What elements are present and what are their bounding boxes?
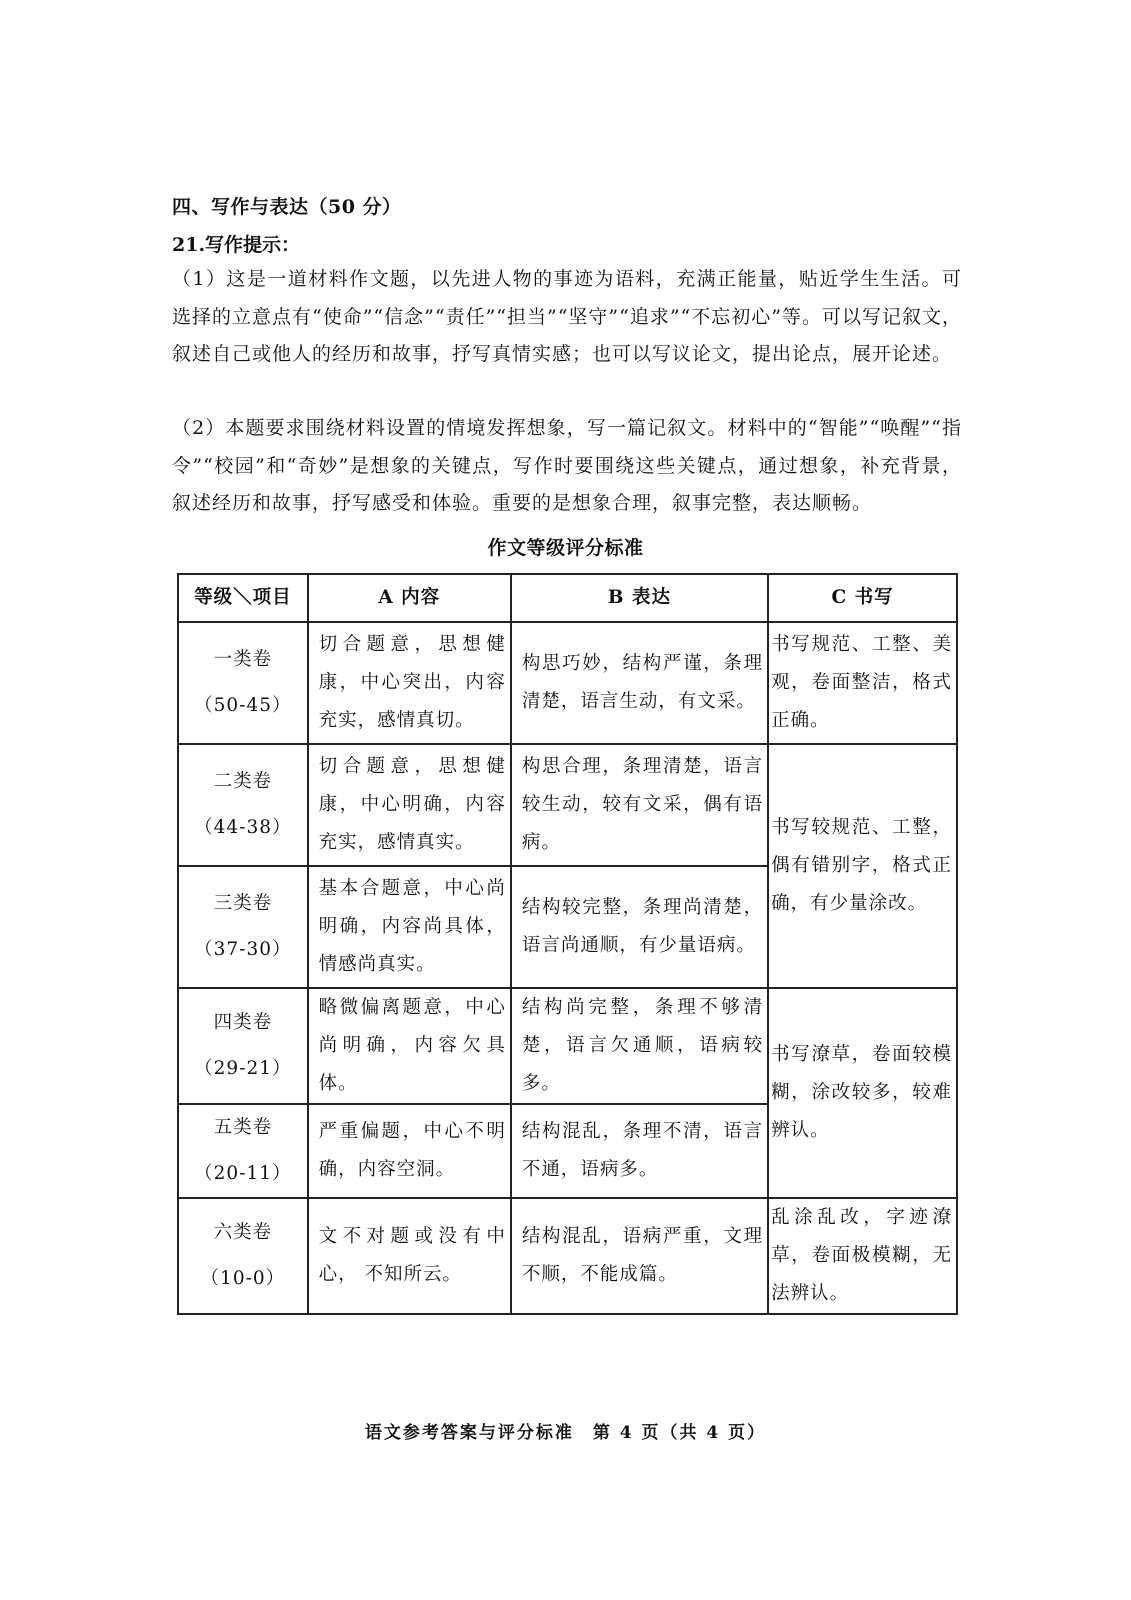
grade-name: 三类卷: [213, 893, 273, 914]
section-title: 四、写作与表达（50 分）: [172, 196, 402, 218]
expression-cell: 结构尚完整，条理不够清楚，语言欠通顺，语病较多。: [511, 988, 768, 1104]
grade-range: （20-11）: [194, 1163, 292, 1184]
expression-cell: 结构混乱，语病严重，文理不顺，不能成篇。: [511, 1198, 768, 1314]
content-cell: 基本合题意，中心尚明确，内容尚具体，情感尚真实。: [308, 866, 511, 988]
expression-cell: 结构较完整，条理尚清楚，语言尚通顺，有少量语病。: [511, 866, 768, 988]
content-cell: 略微偏离题意，中心尚明确，内容欠具体。: [308, 988, 511, 1104]
grade-range: （37-30）: [194, 939, 292, 960]
grade-cell: [178, 744, 308, 866]
grade-name: 四类卷: [213, 1012, 273, 1033]
table-title: 作文等级评分标准: [487, 537, 644, 559]
table-row: [178, 988, 957, 1104]
expression-cell: 构思巧妙，结构严谨，条理清楚，语言生动，有文采。: [511, 622, 768, 744]
grade-cell: [178, 988, 308, 1104]
writing-cell: 书写规范、工整、美观，卷面整洁，格式正确。: [768, 622, 957, 744]
grade-cell: [178, 1198, 308, 1314]
header-writing: C 书写: [768, 574, 957, 622]
question-title: 21.写作提示：: [172, 234, 301, 256]
writing-hint-paragraph-1: （1）这是一道材料作文题，以先进人物的事迹为语料，充满正能量，贴近学生生活。可选择的立意点有“使命”“信念”“责任”“担当”“坚守”“追求”“不忘初心”等。可以写记叙文，叙述自己或他人的经历和故事，抒写真情实感；也可以写议论文，提出论点，展开论述。: [172, 268, 962, 365]
content-cell: 严重偏题，中心不明确，内容空洞。: [308, 1104, 511, 1198]
grade-name: 六类卷: [213, 1222, 273, 1243]
writing-cell: 书写潦草，卷面较模糊，涂改较多，较难辨认。: [768, 988, 957, 1198]
header-grade-item: 等级＼项目: [178, 574, 308, 622]
grade-range: （10-0）: [200, 1268, 286, 1289]
table-header-row: [178, 574, 957, 622]
writing-cell: 书写较规范、工整，偶有错别字，格式正确，有少量涂改。: [768, 744, 957, 988]
header-expression: B 表达: [511, 574, 768, 622]
grade-range: （44-38）: [194, 817, 292, 838]
grade-cell: [178, 622, 308, 744]
grade-name: 二类卷: [213, 771, 273, 792]
header-content: A 内容: [308, 574, 511, 622]
grade-cell: [178, 1104, 308, 1198]
grade-range: （29-21）: [194, 1058, 292, 1079]
table-row: [178, 744, 957, 866]
page-footer: 语文参考答案与评分标准 第 4 页（共 4 页）: [364, 1423, 767, 1443]
expression-cell: 构思合理，条理清楚，语言较生动，较有文采，偶有语病。: [511, 744, 768, 866]
grade-name: 一类卷: [213, 649, 273, 670]
grade-name: 五类卷: [213, 1117, 273, 1138]
grading-rubric-table: [177, 573, 958, 1315]
grade-range: （50-45）: [194, 695, 292, 716]
content-cell: 切合题意，思想健康，中心突出，内容充实，感情真切。: [308, 622, 511, 744]
table-row: [178, 622, 957, 744]
grade-cell: [178, 866, 308, 988]
expression-cell: 结构混乱，条理不清，语言不通，语病多。: [511, 1104, 768, 1198]
content-cell: 文不对题或没有中心， 不知所云。: [308, 1198, 511, 1314]
table-row: [178, 1198, 957, 1314]
writing-hint-paragraph-2: （2）本题要求围绕材料设置的情境发挥想象，写一篇记叙文。材料中的“智能”“唤醒”“指令”“校园”和“奇妙”是想象的关键点，写作时要围绕这些关键点，通过想象，补充背景，叙述经历和故事，抒写感受和体验。重要的是想象合理，叙事完整，表达顺畅。: [172, 417, 962, 514]
writing-cell: 乱涂乱改，字迹潦草，卷面极模糊，无法辨认。: [768, 1198, 957, 1314]
content-cell: 切合题意，思想健康，中心明确，内容充实，感情真实。: [308, 744, 511, 866]
